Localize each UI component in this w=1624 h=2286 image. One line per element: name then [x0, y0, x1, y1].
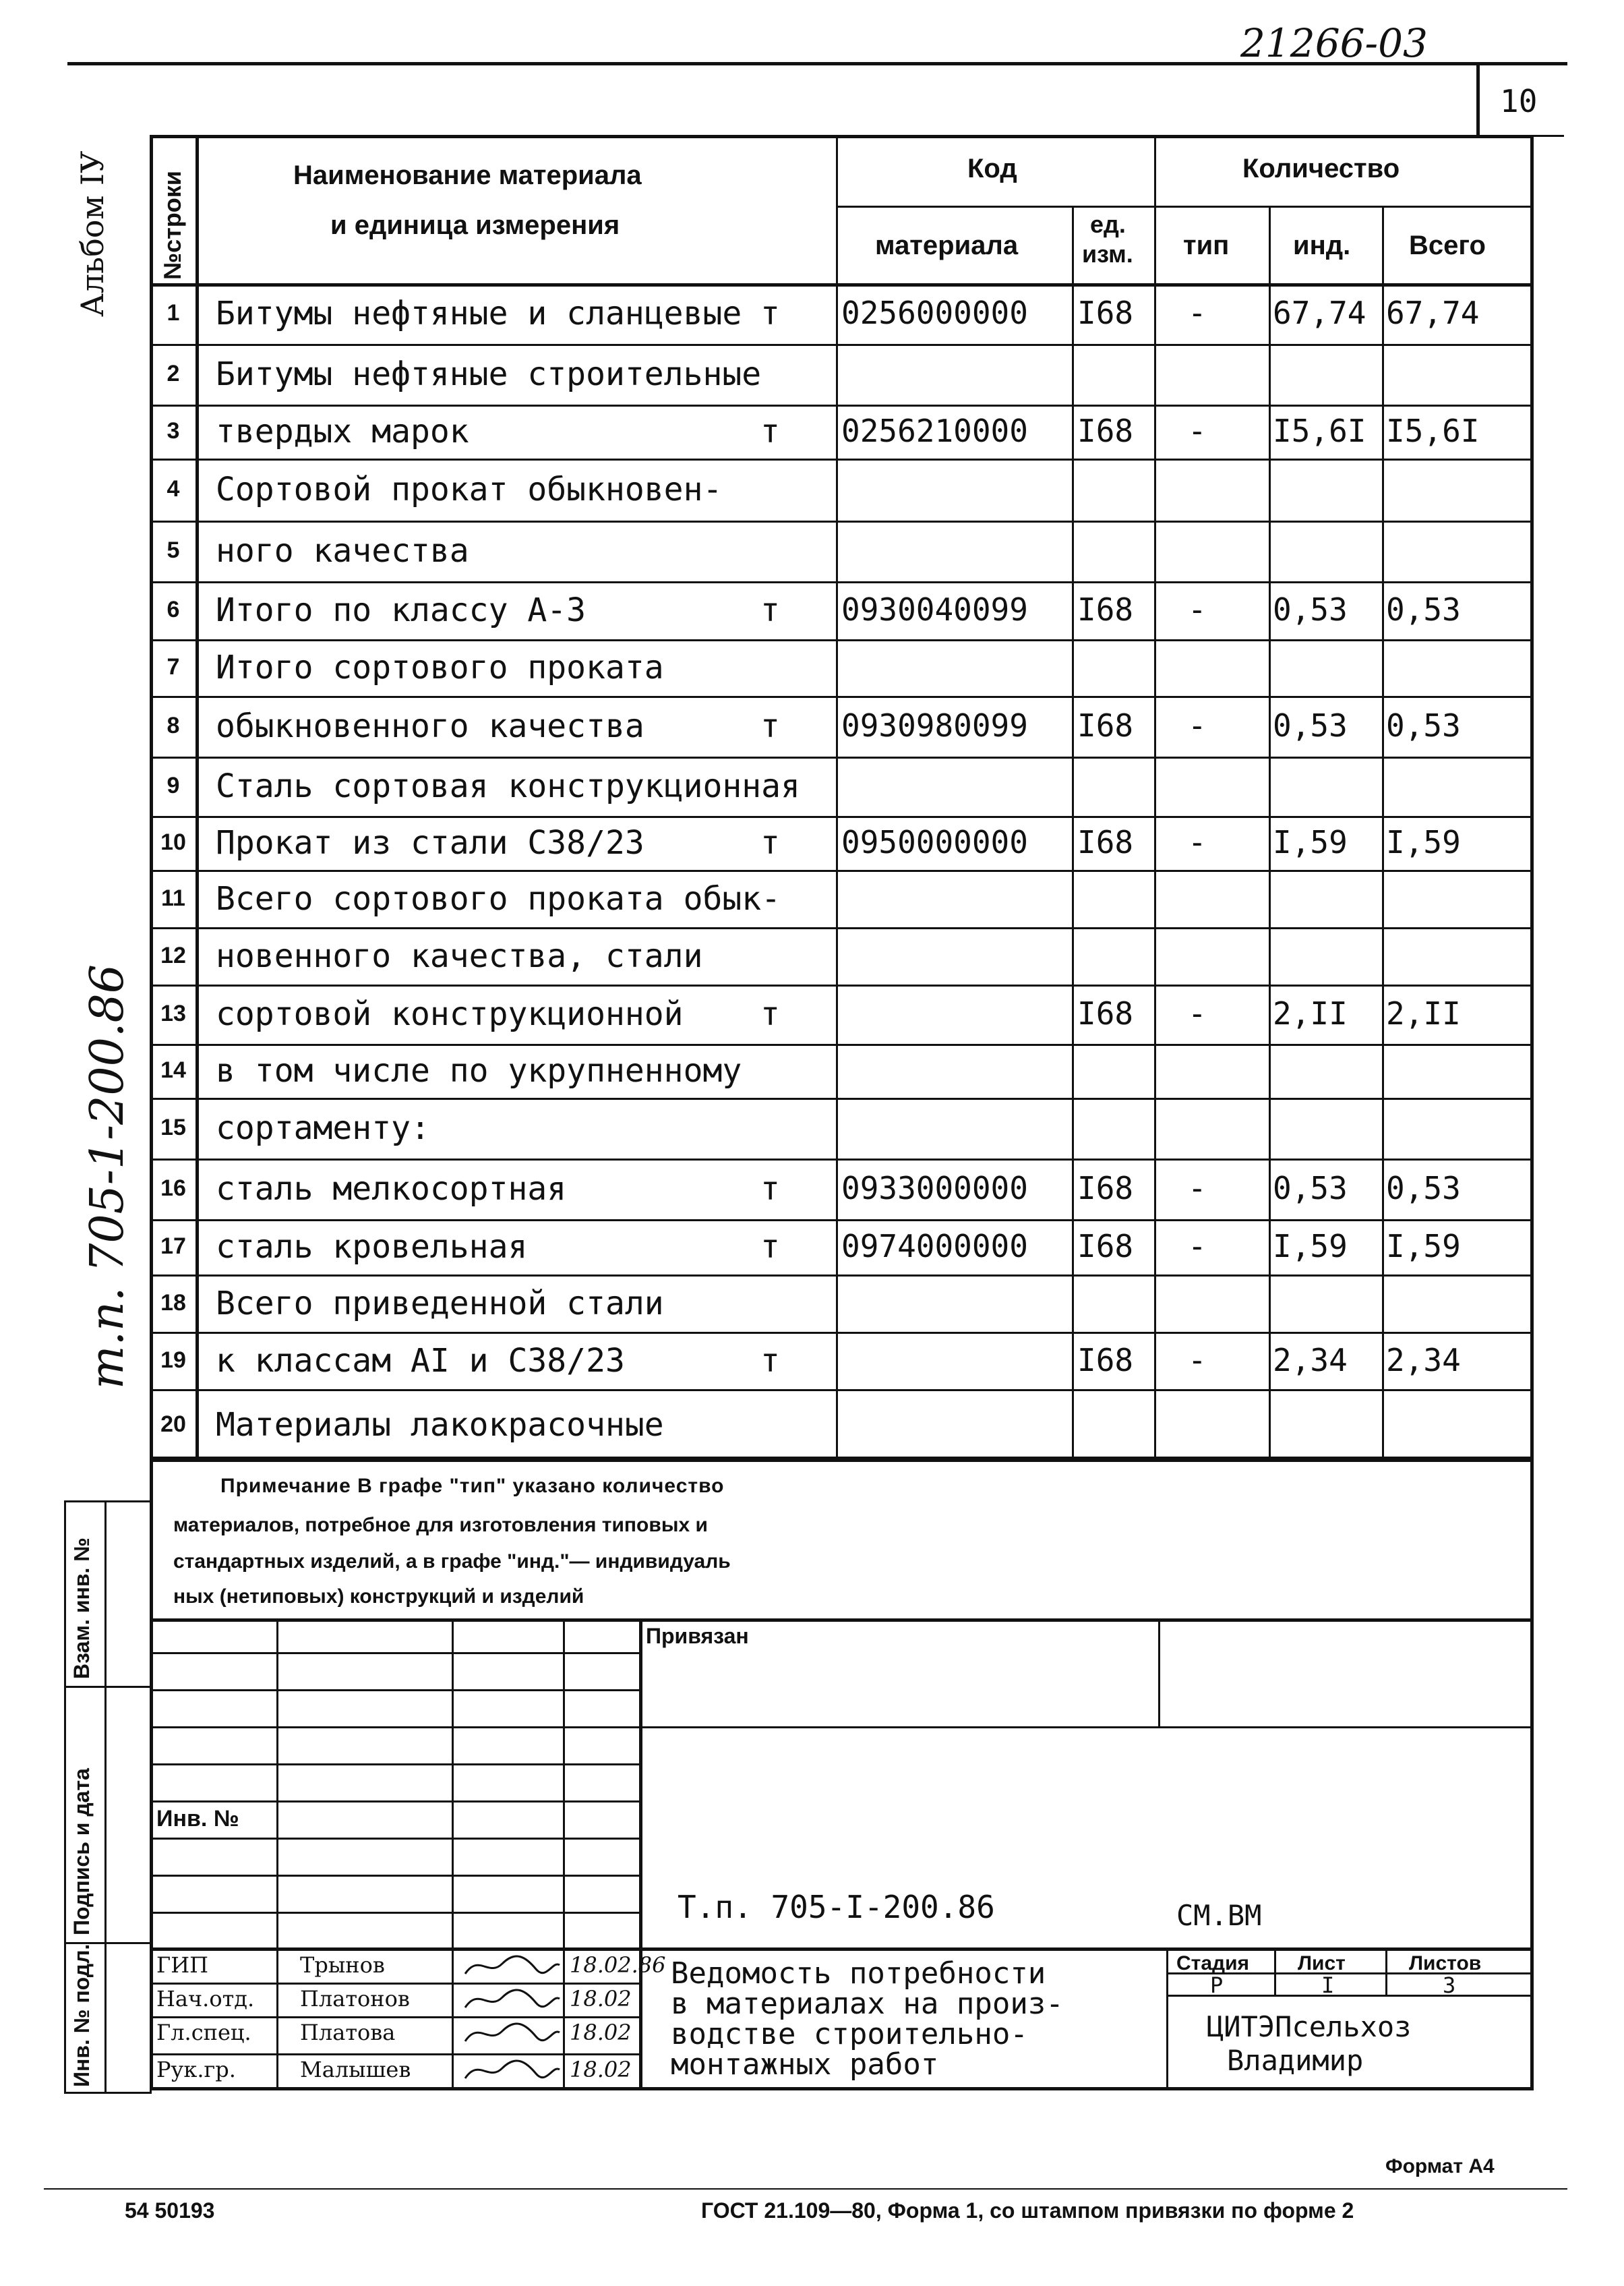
row-qty-ind: 0,53 — [1273, 707, 1348, 744]
row-unit-code: I68 — [1077, 295, 1134, 331]
row-material-name: к классам АI и С38/23 — [216, 1341, 625, 1380]
col-sep-rownum — [196, 135, 199, 1460]
row-material-name: твердых марок — [216, 413, 469, 450]
row-material-name: ного качества — [216, 532, 469, 570]
row-unit-code: I68 — [1077, 707, 1134, 744]
row-material-name: Итого по классу А-3 — [216, 591, 587, 629]
stamp-title-4: монтажных работ — [671, 2047, 939, 2082]
stamp-project-code: Т.п. 705-I-200.86 — [678, 1889, 995, 1925]
row-material-name: новенного качества, стали — [216, 937, 703, 975]
header-name-line2: и единица измерения — [330, 210, 620, 240]
row-number: 9 — [167, 773, 180, 798]
row-material-name: Битумы нефтяные строительные — [216, 355, 762, 393]
row-qty-total: I,59 — [1386, 824, 1461, 860]
signature-role: Нач.отд. — [156, 1986, 255, 2012]
col-sep-qty — [1154, 135, 1156, 1460]
row-qty-type: - — [1188, 1170, 1207, 1206]
row-number: 4 — [167, 476, 180, 502]
row-material-name: Битумы нефтяные и сланцевые — [216, 295, 742, 332]
signature-date: 18.02 — [570, 2020, 632, 2045]
stamp-row-j — [150, 2016, 639, 2018]
signature-date: 18.02.86 — [570, 1952, 666, 1978]
row-qty-ind: I,59 — [1273, 1228, 1348, 1264]
row-qty-total: 67,74 — [1386, 295, 1480, 331]
row-separator — [150, 1159, 1534, 1161]
row-unit-code: I68 — [1077, 995, 1134, 1032]
row-unit-mark: т — [760, 824, 780, 862]
row-unit-mark: т — [760, 1170, 780, 1208]
row-separator — [150, 870, 1534, 872]
row-separator — [150, 816, 1534, 818]
row-unit-code: I68 — [1077, 1341, 1134, 1378]
stage-col-2 — [1385, 1947, 1387, 1995]
row-separator — [150, 1274, 1534, 1277]
row-separator — [150, 696, 1534, 698]
col-sep-total — [1382, 206, 1384, 1460]
header-total: Всего — [1409, 231, 1486, 260]
sheets-label: Листов — [1409, 1952, 1482, 1974]
stamp-privyazan: Привязан — [646, 1624, 749, 1648]
row-material-name: Всего приведенной стали — [216, 1284, 664, 1322]
row-unit-code: I68 — [1077, 824, 1134, 860]
stamp-row-d — [150, 1763, 639, 1765]
stamp-row-c — [150, 1726, 1534, 1728]
row-qty-total: 0,53 — [1386, 1170, 1461, 1206]
row-number: 17 — [160, 1233, 186, 1259]
row-material-name: сталь кровельная — [216, 1228, 528, 1266]
row-qty-ind: I5,6I — [1273, 413, 1366, 449]
row-number: 5 — [167, 537, 180, 563]
note-line-4: ных (нетиповых) конструкций и изделий — [173, 1585, 584, 1608]
row-unit-mark: т — [760, 591, 780, 629]
row-unit-code: I68 — [1077, 1170, 1134, 1206]
signature-role: Рук.гр. — [156, 2057, 236, 2082]
row-number: 19 — [160, 1347, 186, 1373]
row-qty-total: I5,6I — [1386, 413, 1480, 449]
row-qty-type: - — [1188, 824, 1207, 860]
row-material-name: Всего сортового проката обык- — [216, 879, 781, 918]
signature-role: Гл.спец. — [156, 2020, 251, 2045]
row-separator — [150, 581, 1534, 583]
row-number: 16 — [160, 1175, 186, 1201]
row-qty-ind: 0,53 — [1273, 1170, 1348, 1206]
row-separator — [150, 927, 1534, 929]
row-number: 20 — [160, 1411, 186, 1437]
row-qty-total: 0,53 — [1386, 707, 1461, 744]
row-material-code: 0256210000 — [841, 413, 1028, 449]
header-code-material: материала — [875, 231, 1019, 260]
row-number: 6 — [167, 597, 180, 622]
footer-line — [44, 2188, 1567, 2190]
stamp-row-k — [150, 2053, 639, 2055]
page-number: 10 — [1500, 83, 1538, 119]
stamp-title-line — [150, 1947, 1534, 1951]
header-bottom-line — [150, 283, 1534, 287]
signature-scribble — [462, 1950, 563, 1981]
signature-scribble — [462, 2018, 563, 2048]
sheets-value: 3 — [1443, 1972, 1456, 1998]
header-quantity: Количество — [1242, 154, 1400, 183]
sheet-value: I — [1321, 1972, 1335, 1998]
row-separator — [150, 1219, 1534, 1221]
stamp-privyazan-split — [1158, 1618, 1160, 1726]
stamp-row-a — [150, 1652, 639, 1654]
signature-date: 18.02 — [570, 1986, 632, 2012]
row-unit-mark: т — [760, 1228, 780, 1266]
row-material-name: Прокат из стали С38/23 — [216, 824, 644, 862]
page-number-box — [1476, 64, 1564, 137]
row-separator — [150, 757, 1534, 759]
side-project-label: т.п. 705-1-200.86 — [81, 964, 134, 1389]
row-material-code: 0974000000 — [841, 1228, 1028, 1264]
row-number: 2 — [167, 361, 180, 386]
stamp-title-2: в материалах на произ- — [671, 1987, 1064, 2021]
sheet-label: Лист — [1298, 1952, 1346, 1974]
row-qty-type: - — [1188, 995, 1207, 1032]
row-number: 14 — [160, 1057, 186, 1083]
row-qty-ind: 67,74 — [1273, 295, 1366, 331]
stamp-row-g — [150, 1875, 639, 1877]
top-border — [67, 62, 1567, 65]
row-material-name: сталь мелкосортная — [216, 1170, 567, 1208]
row-qty-type: - — [1188, 591, 1207, 628]
stamp-inv-no: Инв. № — [156, 1806, 239, 1831]
note-line-1: Примечание В графе "тип" указано количество — [220, 1475, 725, 1497]
row-separator — [150, 1044, 1534, 1046]
binding-line-1 — [64, 1686, 152, 1688]
stamp-sheet-code: СМ.ВМ — [1176, 1899, 1262, 1932]
footer-left-code: 54 50193 — [125, 2198, 215, 2223]
document-number: 21266-03 — [1240, 20, 1428, 66]
header-name-line1: Наименование материала — [293, 160, 642, 190]
row-material-name: Сталь сортовая конструкционная — [216, 767, 800, 805]
header-code: Код — [967, 154, 1017, 183]
row-unit-mark: т — [760, 995, 780, 1033]
row-number: 8 — [167, 713, 180, 738]
stamp-row-e — [150, 1800, 639, 1803]
signature-scribble — [462, 2055, 563, 2085]
signature-name: Малышев — [300, 2057, 411, 2082]
row-material-name: Сортовой прокат обыкновен- — [216, 471, 723, 508]
row-qty-total: 2,34 — [1386, 1341, 1461, 1378]
row-separator — [150, 344, 1534, 346]
stage-label: Стадия — [1176, 1952, 1250, 1974]
row-unit-code: I68 — [1077, 413, 1134, 449]
row-number: 1 — [167, 300, 180, 326]
side-podpis-data: Подпись и дата — [69, 1768, 94, 1935]
header-unit-line2: изм. — [1082, 240, 1133, 268]
row-material-name: Материалы лакокрасочные — [216, 1405, 664, 1444]
row-separator — [150, 639, 1534, 641]
row-unit-code: I68 — [1077, 591, 1134, 628]
row-number: 18 — [160, 1289, 186, 1316]
signature-date: 18.02 — [570, 2057, 632, 2082]
row-material-code: 0256000000 — [841, 295, 1028, 331]
row-material-name: сортаменту: — [216, 1109, 430, 1147]
org-line-2: Владимир — [1227, 2044, 1364, 2077]
note-line-3: стандартных изделий, а в графе "инд."— индивидуаль — [173, 1550, 731, 1573]
row-qty-ind: 2,34 — [1273, 1341, 1348, 1378]
stamp-row-b — [150, 1689, 639, 1691]
row-qty-total: 2,II — [1386, 995, 1461, 1032]
footer-format: Формат А4 — [1385, 2155, 1495, 2177]
row-qty-type: - — [1188, 707, 1207, 744]
row-qty-type: - — [1188, 295, 1207, 331]
stage-col-1 — [1274, 1947, 1276, 1995]
header-unit-line1: ед. — [1090, 210, 1126, 238]
side-inv-podl: Инв. № подл. — [69, 1943, 94, 2087]
signature-name: Платова — [300, 2020, 396, 2045]
row-material-name: сортовой конструкционной — [216, 995, 684, 1033]
col-sep-unit — [1072, 206, 1074, 1460]
row-number: 10 — [160, 829, 186, 855]
note-line-2: материалов, потребное для изготовления типовых и — [173, 1514, 708, 1536]
row-number: 15 — [160, 1115, 186, 1140]
row-separator — [150, 1098, 1534, 1100]
row-separator — [150, 459, 1534, 461]
signature-scribble — [462, 1984, 563, 2014]
row-separator — [150, 1332, 1534, 1334]
header-type: тип — [1183, 231, 1230, 260]
signature-role: ГИП — [156, 1952, 208, 1978]
row-material-name: Итого сортового проката — [216, 649, 664, 686]
row-number: 13 — [160, 1001, 186, 1026]
row-unit-mark: т — [760, 1341, 780, 1380]
stage-block-left — [1166, 1947, 1168, 2090]
row-qty-total: I,59 — [1386, 1228, 1461, 1264]
row-material-code: 0930040099 — [841, 591, 1028, 628]
stamp-title-1: Ведомость потребности — [671, 1956, 1046, 1991]
header-mid-line — [836, 206, 1534, 208]
row-qty-type: - — [1188, 1228, 1207, 1264]
row-qty-total: 0,53 — [1386, 591, 1461, 628]
row-material-code: 0933000000 — [841, 1170, 1028, 1206]
row-material-code: 0930980099 — [841, 707, 1028, 744]
stamp-row-f — [150, 1838, 639, 1840]
stamp-vsplit — [639, 1618, 642, 2090]
row-number: 3 — [167, 418, 180, 444]
row-qty-ind: 2,II — [1273, 995, 1348, 1032]
stage-value: Р — [1210, 1972, 1224, 1998]
row-unit-code: I68 — [1077, 1228, 1134, 1264]
stamp-row-h — [150, 1912, 639, 1914]
row-number: 12 — [160, 942, 186, 968]
row-number: 11 — [161, 885, 185, 911]
stamp-row-i — [150, 1983, 639, 1985]
row-qty-type: - — [1188, 413, 1207, 449]
row-separator — [150, 405, 1534, 407]
org-line-1: ЦИТЭПсельхоз — [1207, 2010, 1412, 2043]
row-material-name: обыкновенного качества — [216, 707, 644, 745]
col-sep-code — [836, 135, 838, 1460]
row-separator — [150, 521, 1534, 523]
row-qty-ind: I,59 — [1273, 824, 1348, 860]
header-row-number: №строки — [158, 171, 186, 280]
row-qty-type: - — [1188, 1341, 1207, 1378]
signature-name: Трынов — [300, 1952, 385, 1978]
stamp-title-3: водстве строительно- — [671, 2017, 1028, 2051]
col-sep-ind — [1269, 206, 1271, 1460]
row-separator — [150, 1389, 1534, 1391]
row-separator — [150, 985, 1534, 987]
row-unit-mark: т — [760, 295, 780, 332]
row-unit-mark: т — [760, 413, 780, 450]
side-vzam-inv: Взам. инв. № — [69, 1537, 94, 1679]
row-qty-ind: 0,53 — [1273, 591, 1348, 628]
footer-gost: ГОСТ 21.109—80, Форма 1, со штампом привязки по форме 2 — [701, 2198, 1354, 2223]
row-material-code: 0950000000 — [841, 824, 1028, 860]
note-block — [150, 1460, 1534, 1618]
side-album-label: Альбом IУ — [74, 150, 111, 317]
signature-name: Платонов — [300, 1986, 410, 2012]
binding-split — [104, 1500, 107, 2094]
row-unit-mark: т — [760, 707, 780, 745]
header-ind: инд. — [1293, 231, 1351, 260]
row-number: 7 — [167, 654, 180, 680]
row-material-name: в том числе по укрупненному — [216, 1052, 742, 1090]
